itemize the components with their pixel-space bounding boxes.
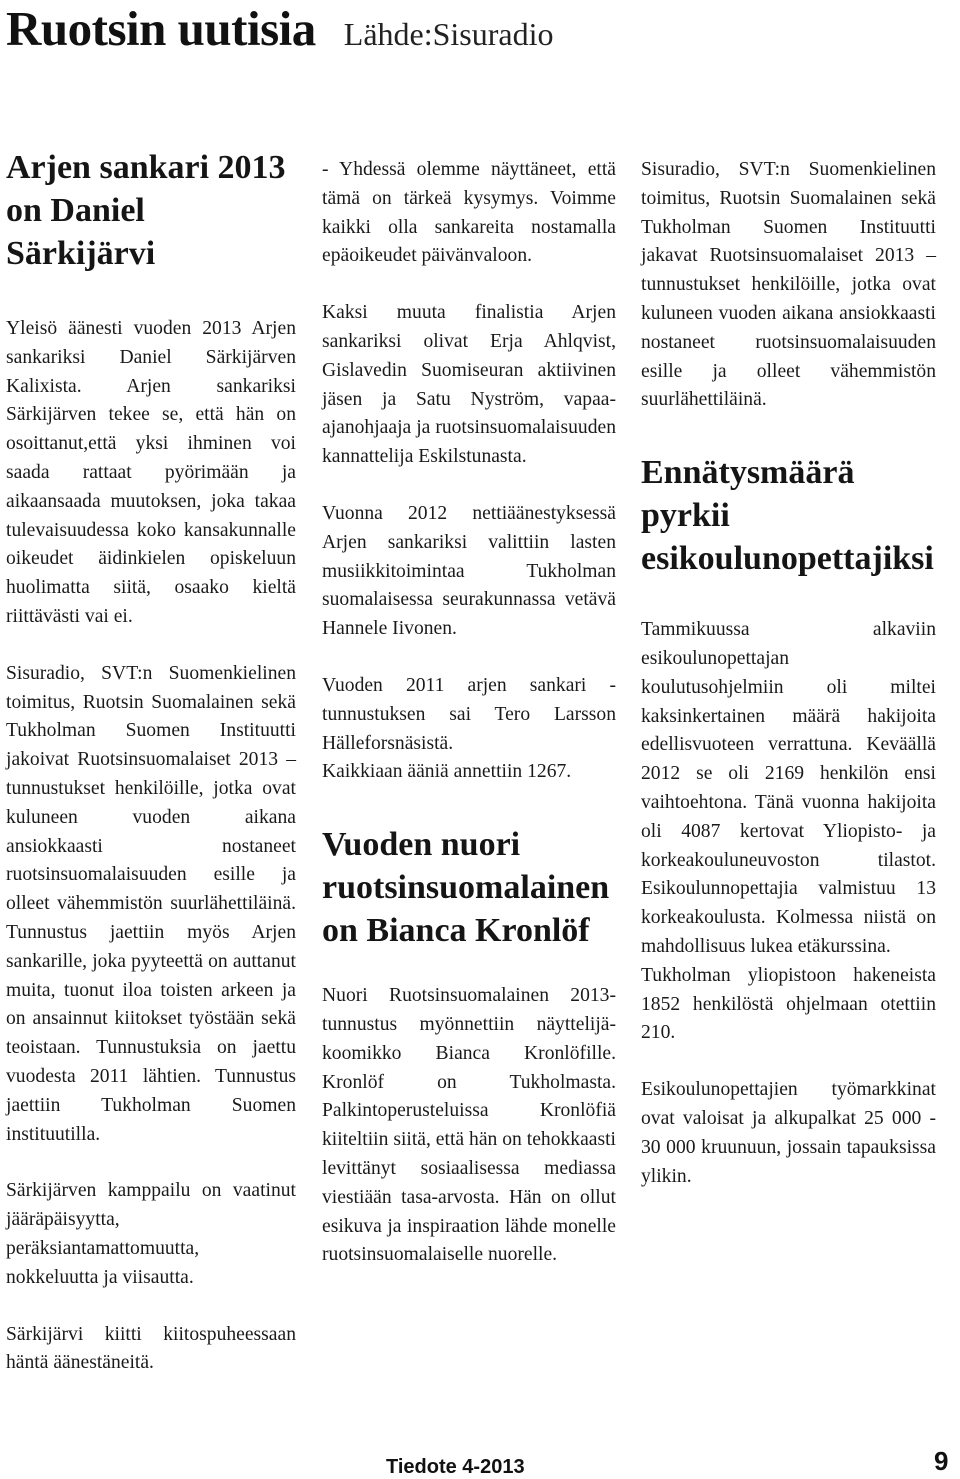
article-headline-arjen-sankari: Arjen sankari 2013 on Daniel Särkijärvi: [6, 149, 286, 272]
page-title: Ruotsin uutisia: [6, 1, 316, 56]
masthead: [6, 0, 554, 60]
article-paragraph: - Yhdessä olemme näyttäneet, että tämä on tärkeä kysymys. Voimme kaikki olla sankareita nostamalla epäoikeudet päivänvaloon.: [322, 159, 616, 267]
article-paragraph: Sisuradio, SVT:n Suomenkielinen toimitus, Ruotsin Suomalainen sekä Tukholman Suomen Instituutti jakavat Ruotsinsuomalaiset 2013 –tunnustukset henkilöille, jotka ovat kuluneen vuoden aikana ansiokkaasti nostaneet ruotsinsuomalaisuuden esille ja olleet vähemmistön suurlähettiläinä.: [641, 159, 936, 411]
article-paragraph: Särkijärven kamppailu on vaatinut jääräpäisyytta, peräksiantamattomuutta, nokkeluutta ja viisautta.: [6, 1180, 296, 1288]
article-headline-ennatysmaara: Ennätysmäärä pyrkii esikoulunopettajiksi: [641, 454, 934, 578]
article-paragraph: Kaikkiaan ääniä annettiin 1267.: [322, 761, 572, 783]
column-1: [6, 146, 296, 1406]
article-paragraph: Sisuradio, SVT:n Suomenkielinen toimitus, Ruotsin Suomalainen sekä Tukholman Suomen Instituutti jakoivat Ruotsinsuomalaiset 2013 –tunnustukset henkilöille, jotka ovat kuluneen vuoden aikana ansiokkaasti nostaneet ruotsinsuomalaisuuden esille ja olleet vähemmistön suurlähettiläinä. Tunnustus jaettiin myös Arjen sankarille, joka pyyteettä on auttanut muita, tuonut iloa toisten arkeen ja on ansainnut kiitokset työstään sekä teoistaan. Tunnustuksia on jaettu vuodesta 2011 lähtien. Tunnustus jaettiin Tukholman Suomen instituutilla.: [6, 662, 296, 1145]
column-2: [322, 156, 616, 1298]
issue-label: Tiedote 4-2013: [386, 1456, 525, 1478]
source-label: Lähde:Sisuradio: [343, 16, 554, 52]
article-paragraph: Tukholman yliopistoon hakeneista 1852 henkilöstä ohjelmaan otettiin 210.: [641, 964, 936, 1044]
column-3: [641, 156, 936, 1219]
page-number: 9: [934, 1446, 949, 1476]
article-paragraph: Kaksi muuta finalistia Arjen sankariksi olivat Erja Ahlqvist, Gislavedin Suomiseuran aktiivinen jäsen ja Satu Nyström, vapaa-ajanohjaaja ja ruotsinsuomalaisuuden kannattelija Eskilstunasta.: [322, 302, 616, 468]
article-paragraph: Esikoulunopettajien työmarkkinat ovat valoisat ja alkupalkat 25 000 - 30 000 kruunuun, jossain tapauksissa ylikin.: [641, 1079, 936, 1187]
article-headline-vuoden-nuori: Vuoden nuori ruotsinsuomalainen on Bianca Kronlöf: [322, 826, 610, 950]
article-paragraph: Yleisö äänesti vuoden 2013 Arjen sankariksi Daniel Särkijärven Kalixista. Arjen sankariksi Särkijärven tekee se, että hän on osoittanut,että yksi ihminen voi saada rattaat pyörimään ja aikaansaada muutoksen, joka takaa tulevaisuudessa koko kansakunnalle oikeudet äidinkielen opiskeluun huolimatta siitä, osaako kieltä riittävästi vai ei.: [6, 318, 296, 627]
article-paragraph: Särkijärvi kiitti kiitospuheessaan häntä äänestäneitä.: [6, 1323, 296, 1374]
article-paragraph: Vuonna 2012 nettiäänestyksessä Arjen sankariksi valittiin lasten musiikkitoimintaa Tukholman suomalaisessa seurakunnassa vetävä Hannele Iivonen.: [322, 502, 616, 640]
article-paragraph: Nuori Ruotsinsuomalainen 2013-tunnustus myönnettiin näyttelijä-koomikko Bianca Kronlöfille. Kronlöf on Tukholmasta. Palkintoperusteluissa Kronlöfiä kiiteltiin siitä, että hän on tehokkaasti levittänyt sosiaalisessa mediassa viestiään tasa-arvosta. Hän on ollut esikuva ja inspiraation lähde monelle ruotsinsuomalaiselle nuorelle.: [322, 985, 616, 1266]
article-paragraph: Tammikuussa alkaviin esikoulunopettajan koulutusohjelmiin oli miltei kaksinkertainen määrä hakijoita edellisvuoteen verrattuna. Keväällä 2012 se oli 2169 henkilön ensi vaihtoehtona. Tänä vuonna hakijoita oli 4087 kertovat Yliopisto- ja korkeakouluneuvoston tilastot. Esikoulunnopettajia valmistuu 13 korkeakoulusta. Kolmessa niistä on mahdollisuus lukea etäkurssina.: [641, 619, 936, 957]
article-paragraph: Vuoden 2011 arjen sankari - tunnustuksen sai Tero Larsson Hälleforsnäsistä.: [322, 674, 616, 754]
